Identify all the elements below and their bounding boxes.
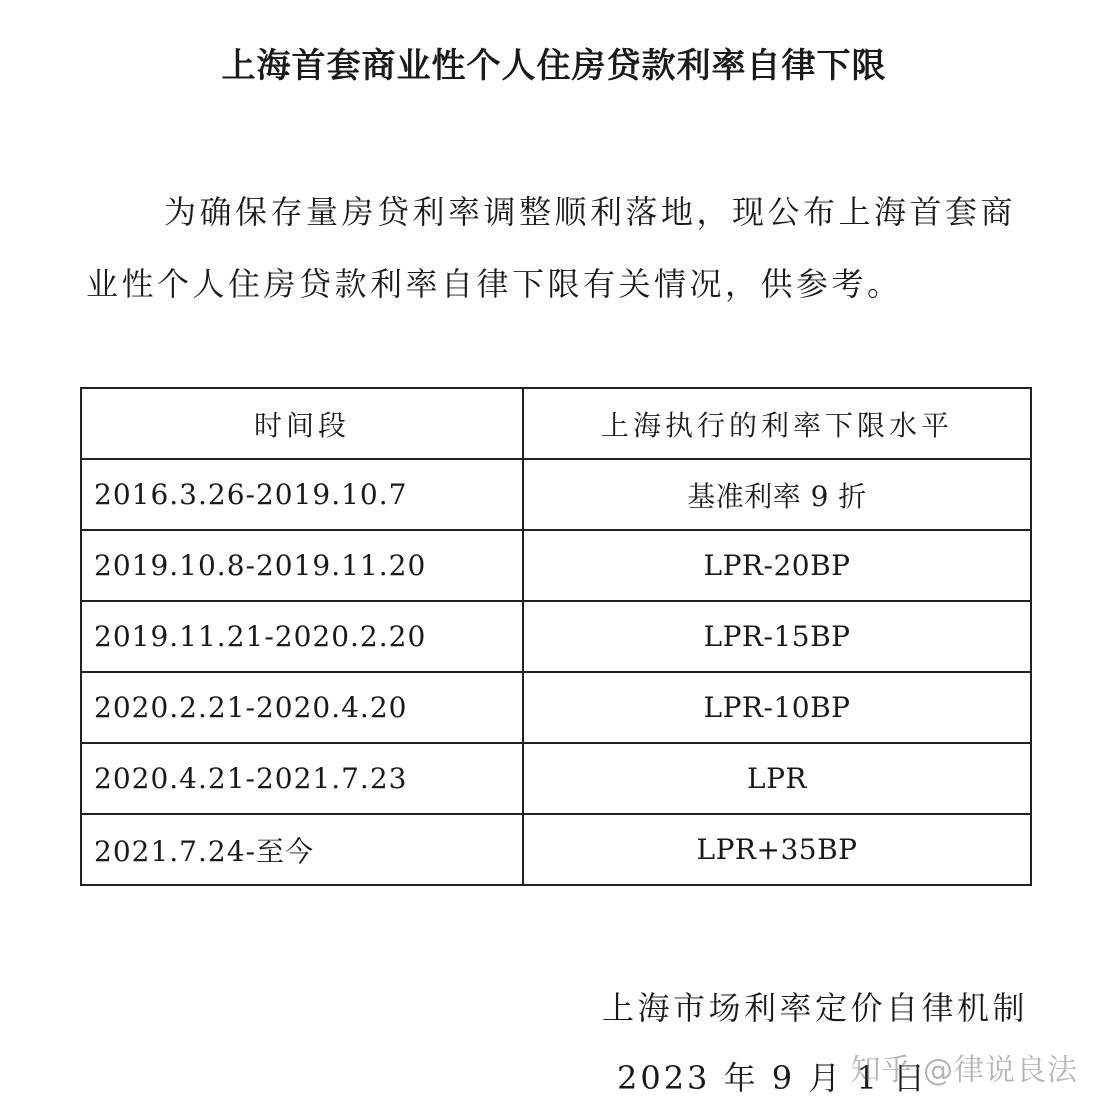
rate-floor-table [80, 387, 1032, 886]
zhihu-watermark: 知乎 @律说良法 [850, 1053, 1078, 1088]
table-row [81, 530, 1031, 601]
table-row [81, 601, 1031, 672]
rate-cell: LPR-10BP [523, 672, 1031, 743]
period-cell: 2020.4.21-2021.7.23 [81, 743, 523, 814]
rate-cell: LPR-15BP [523, 601, 1031, 672]
document-title: 上海首套商业性个人住房贷款利率自律下限 [221, 46, 887, 86]
table-row [81, 814, 1031, 885]
intro-paragraph: 为确保存量房贷利率调整顺利落地，现公布上海首套商业性个人住房贷款利率自律下限有关情况，供参考。 [86, 193, 1017, 303]
table-row [81, 743, 1031, 814]
header-rate-floor: 上海执行的利率下限水平 [523, 388, 1031, 459]
rate-cell: LPR [523, 743, 1031, 814]
period-cell: 2020.2.21-2020.4.20 [81, 672, 523, 743]
table-row [81, 459, 1031, 530]
period-cell: 2019.11.21-2020.2.20 [81, 601, 523, 672]
rate-cell: LPR+35BP [523, 814, 1031, 885]
rate-cell: LPR-20BP [523, 530, 1031, 601]
period-cell: 2019.10.8-2019.11.20 [81, 530, 523, 601]
header-period: 时间段 [81, 388, 523, 459]
table-row [81, 672, 1031, 743]
issue-date: 2023 年 9 月 1 日 [616, 1059, 928, 1097]
period-cell: 2016.3.26-2019.10.7 [81, 459, 523, 530]
issuer-signature: 上海市场利率定价自律机制 [601, 989, 1028, 1027]
rate-cell: 基准利率 9 折 [523, 459, 1031, 530]
table-header-row [81, 388, 1031, 459]
period-cell: 2021.7.24-至今 [81, 814, 523, 885]
